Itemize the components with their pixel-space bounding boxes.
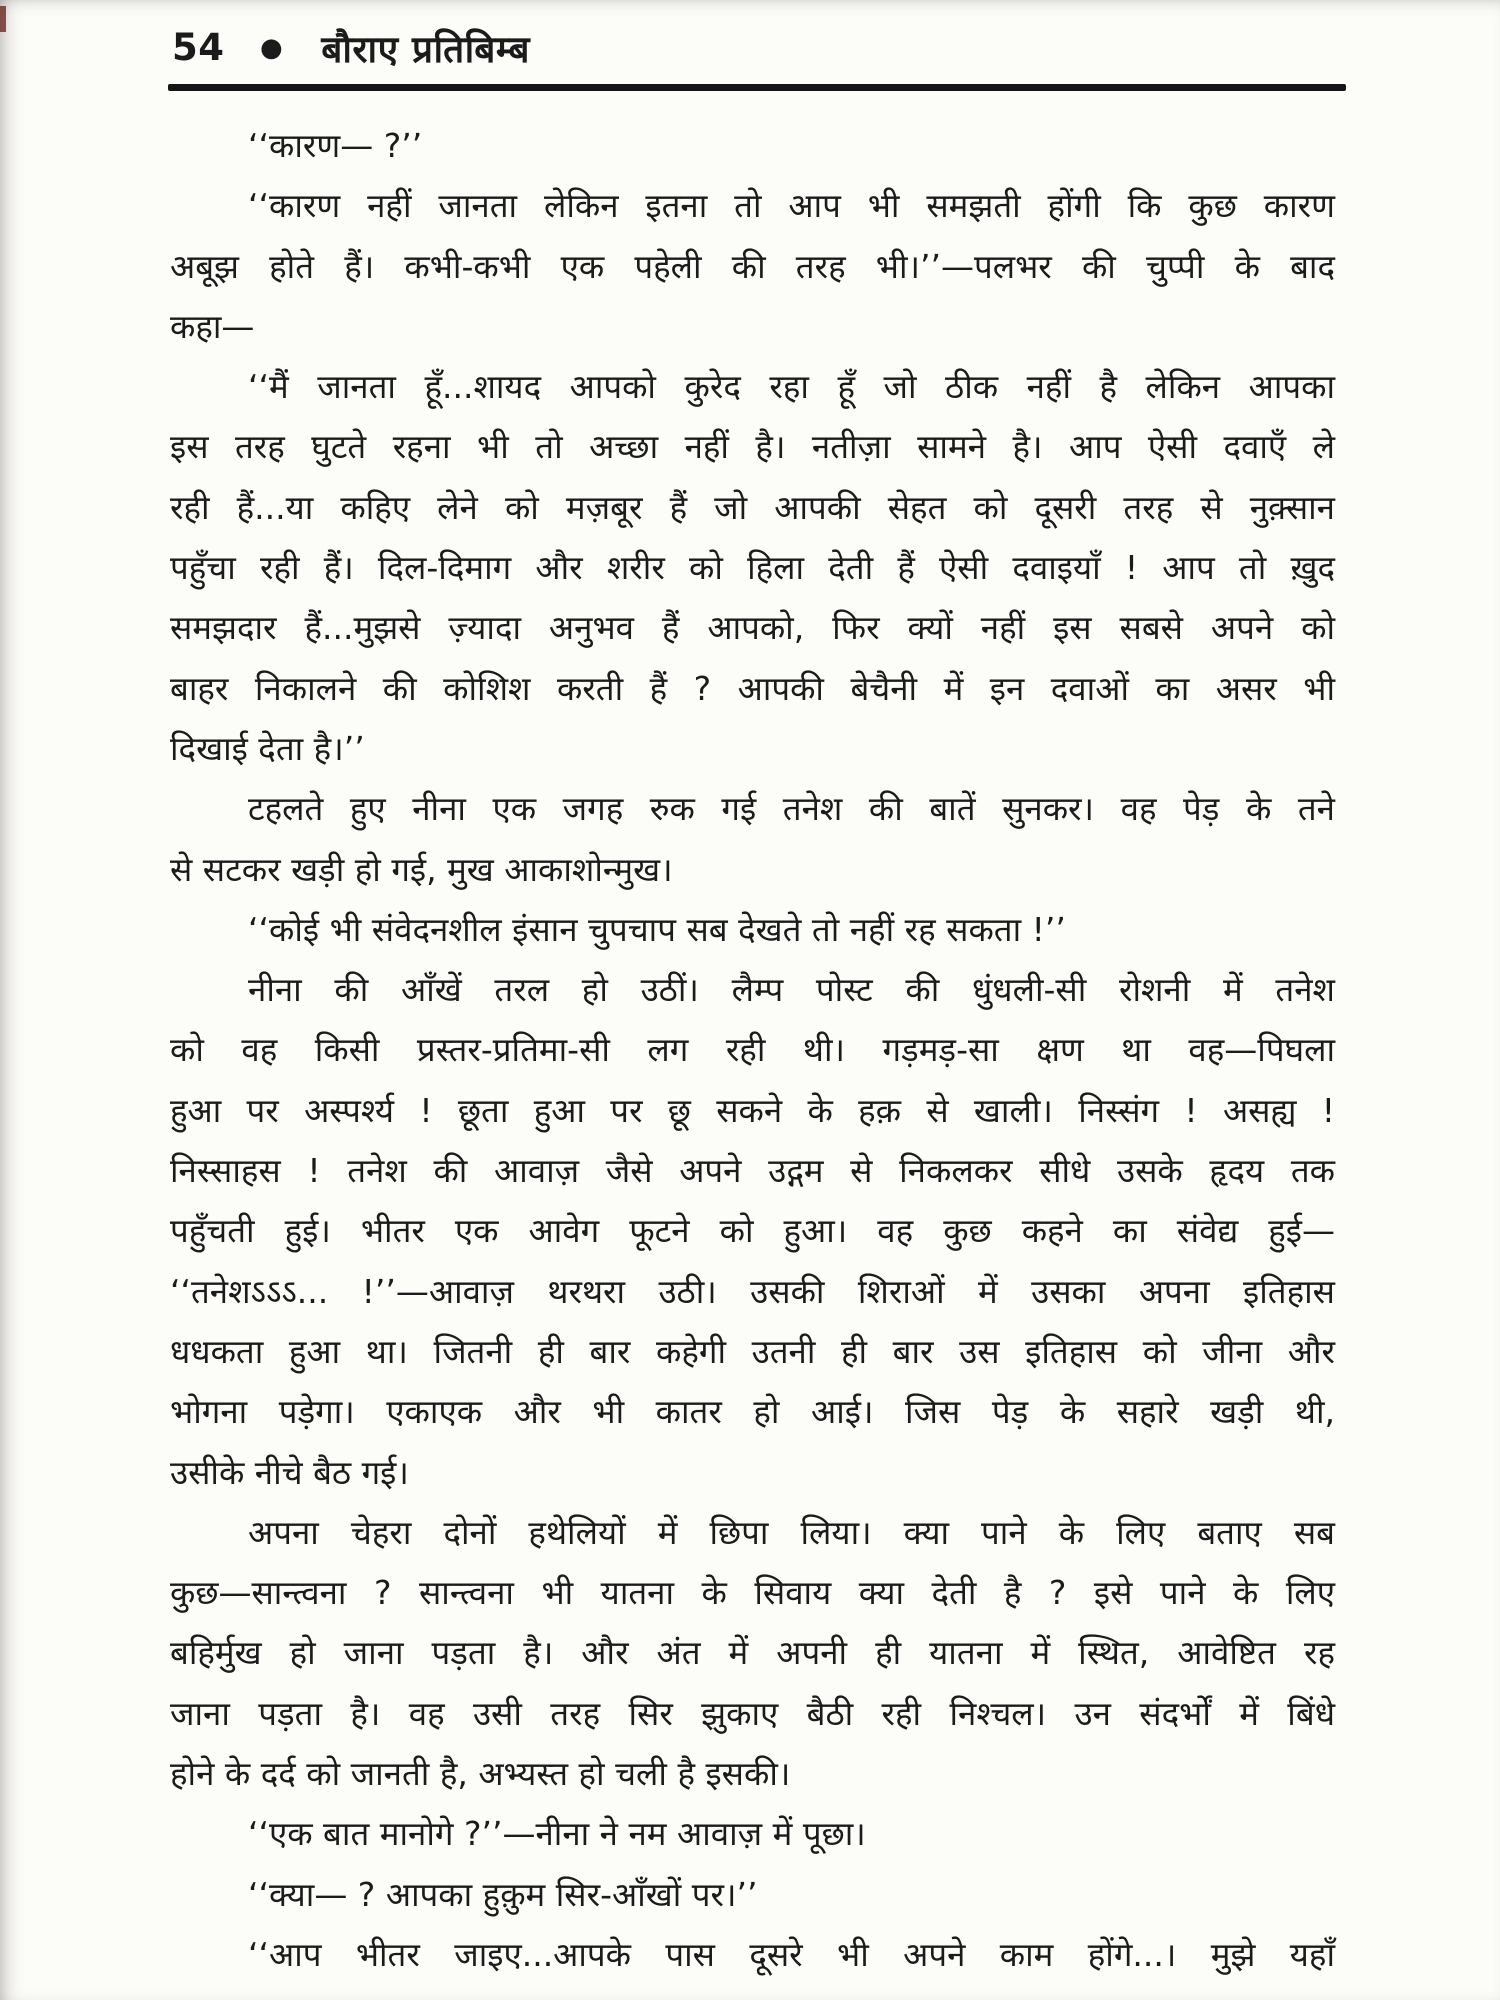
- text-line: जाना पड़ता है। वह उसी तरह सिर झुकाए बैठी रही निश्चल। उन संदर्भों में बिंधे: [170, 1693, 1335, 1733]
- page-text: [170, 116, 1335, 1985]
- text-line: ‘‘कोई भी संवेदनशील इंसान चुपचाप सब देखते तो नहीं रह सकता !’’: [248, 909, 1066, 949]
- text-line: ‘‘एक बात मानोगे ?’’—नीना ने नम आवाज़ में पूछा।: [248, 1814, 866, 1854]
- text-line: पहुँचा रही हैं। दिल-दिमाग और शरीर को हिला देती हैं ऐसी दवाइयाँ ! आप तो ख़ुद: [170, 548, 1335, 588]
- text-line: उसीके नीचे बैठ गई।: [170, 1452, 409, 1492]
- text-line: होने के दर्द को जानती है, अभ्यस्त हो चली है इसकी।: [170, 1754, 791, 1794]
- header-rule: [168, 84, 1346, 91]
- text-line: ‘‘कारण— ?’’: [248, 126, 423, 165]
- scan-edge-mark: [0, 6, 6, 32]
- text-line: ‘‘कारण नहीं जानता लेकिन इतना तो आप भी समझती होंगी कि कुछ कारण: [248, 186, 1335, 226]
- text-line: रही हैं...या कहिए लेने को मज़बूर हैं जो आपकी सेहत को दूसरी तरह से नुक़्सान: [170, 487, 1335, 527]
- book-title: बौराए प्रतिबिम्ब: [321, 28, 531, 71]
- text-line: ‘‘आप भीतर जाइए...आपके पास दूसरे भी अपने काम होंगे...। मुझे यहाँ: [248, 1934, 1335, 1974]
- text-line: पहुँचती हुई। भीतर एक आवेग फूटने को हुआ। वह कुछ कहने का संवेद्य हुई—: [170, 1211, 1335, 1251]
- text-line: ‘‘मैं जानता हूँ...शायद आपको कुरेद रहा हूँ जो ठीक नहीं है लेकिन आपका: [248, 367, 1335, 407]
- bullet-separator-icon: ●: [260, 32, 284, 63]
- text-line: कुछ—सान्त्वना ? सान्त्वना भी यातना के सिवाय क्या देती है ? इसे पाने के लिए: [170, 1573, 1335, 1613]
- text-line: धधकता हुआ था। जितनी ही बार कहेगी उतनी ही बार उस इतिहास को जीना और: [170, 1331, 1335, 1371]
- text-line: टहलते हुए नीना एक जगह रुक गई तनेश की बातें सुनकर। वह पेड़ के तने: [248, 789, 1335, 829]
- text-line: ‘‘तनेशऽऽऽ... !’’—आवाज़ थरथरा उठी। उसकी शिराओं में उसका अपना इतिहास: [170, 1271, 1335, 1311]
- text-line: अबूझ होते हैं। कभी-कभी एक पहेली की तरह भी।’’—पलभर की चुप्पी के बाद: [170, 246, 1335, 286]
- page-number: 54: [172, 26, 225, 69]
- text-line: समझदार हैं...मुझसे ज़्यादा अनुभव हैं आपको, फिर क्यों नहीं इस सबसे अपने को: [170, 608, 1335, 648]
- text-line: को वह किसी प्रस्तर-प्रतिमा-सी लग रही थी। गड़मड़-सा क्षण था वह—पिघला: [170, 1030, 1335, 1070]
- text-line: बहिर्मुख हो जाना पड़ता है। और अंत में अपनी ही यातना में स्थित, आवेष्टित रह: [170, 1633, 1335, 1673]
- text-line: ‘‘क्या— ? आपका हुक़ुम सिर-आँखों पर।’’: [248, 1874, 758, 1914]
- text-line: इस तरह घुटते रहना भी तो अच्छा नहीं है। नतीज़ा सामने है। आप ऐसी दवाएँ ले: [170, 427, 1335, 467]
- page-header: [172, 22, 1337, 73]
- text-line: हुआ पर अस्पर्श्य ! छूता हुआ पर छू सकने के हक़ से खाली। निस्संग ! असह्य !: [170, 1090, 1335, 1130]
- text-line: नीना की आँखें तरल हो उठीं। लैम्प पोस्ट की धुंधली-सी रोशनी में तनेश: [248, 970, 1335, 1010]
- text-line: बाहर निकालने की कोशिश करती हैं ? आपकी बेचैनी में इन दवाओं का असर भी: [170, 668, 1335, 708]
- text-line: कहा—: [170, 306, 255, 346]
- text-line: भोगना पड़ेगा। एकाएक और भी कातर हो आई। जिस पेड़ के सहारे खड़ी थी,: [170, 1392, 1335, 1432]
- text-line: अपना चेहरा दोनों हथेलियों में छिपा लिया। क्या पाने के लिए बताए सब: [248, 1512, 1335, 1552]
- text-line: से सटकर खड़ी हो गई, मुख आकाशोन्मुख।: [170, 849, 673, 889]
- text-line: दिखाई देता है।’’: [170, 728, 365, 768]
- text-line: निस्साहस ! तनेश की आवाज़ जैसे अपने उद्गम से निकलकर सीधे उसके हृदय तक: [170, 1151, 1335, 1191]
